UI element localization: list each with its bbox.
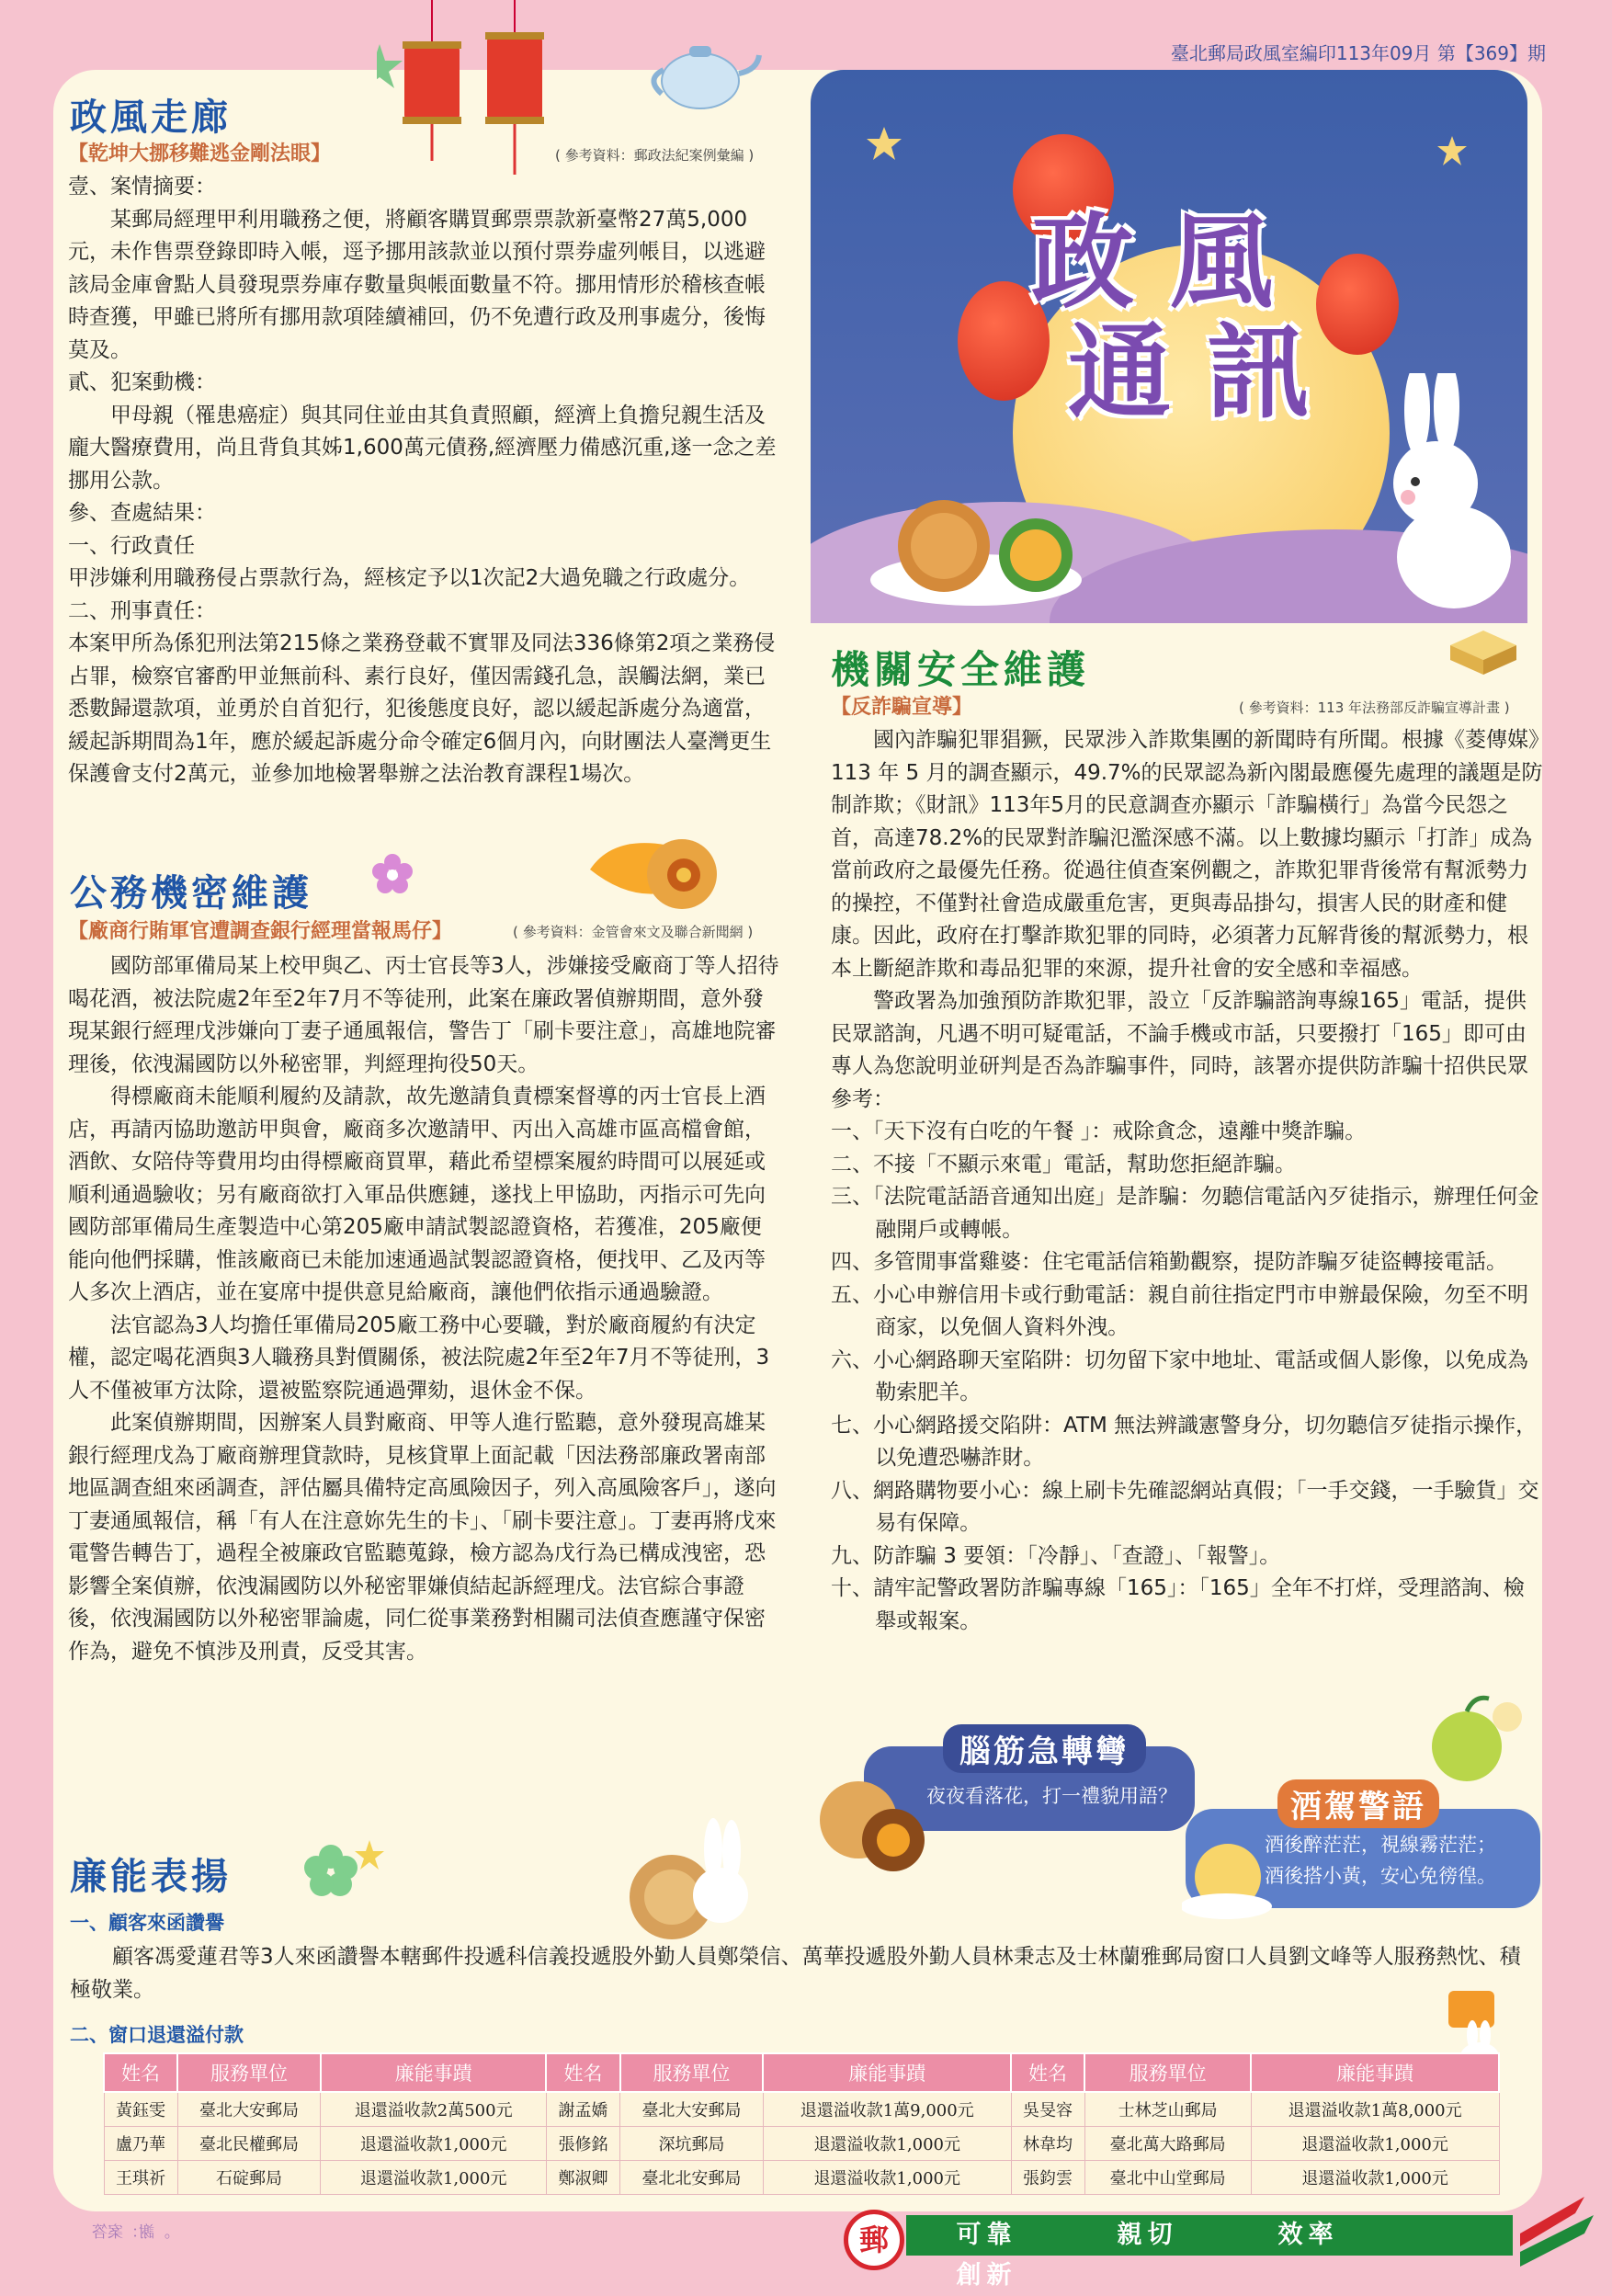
table-cell: 黃鈺雯 <box>104 2092 177 2127</box>
table-cell: 臺北大安郵局 <box>177 2092 321 2127</box>
table-cell: 退還溢收款1,000元 <box>1251 2161 1499 2195</box>
flower-icon <box>371 853 414 895</box>
quiz-title: 腦筋急轉彎 <box>943 1724 1146 1773</box>
star-icon <box>1436 134 1469 167</box>
mooncake-icon <box>812 1774 932 1875</box>
paragraph: 警政署為加強預防詐欺犯罪，設立「反詐騙諮詢專線165」電話，提供民眾諮詢，凡遇不明可疑電話，不論手機或市話，只要撥打「165」即可由專人為您說明並研判是否為詐騙事件，同時，該署亦提供防詐騙十招供民眾參考： <box>831 989 1528 1111</box>
reference-note: ( 參考資料：郵政法紀案例彙編 ) <box>555 147 755 164</box>
subsection-title: 一、顧客來函讚譽 <box>70 1912 224 1934</box>
rabbit-icon <box>621 1813 759 1950</box>
table-cell: 石碇郵局 <box>177 2161 321 2195</box>
section-title-security: 機關安全維護 <box>831 647 1091 692</box>
table-header-cell: 姓名 <box>1011 2053 1084 2092</box>
newsletter-poster <box>811 70 1527 623</box>
table-cell: 張鈞雲 <box>1011 2161 1084 2195</box>
mooncake-icon <box>581 833 728 915</box>
table-cell: 林韋均 <box>1011 2127 1084 2161</box>
table-header-cell: 廉能事蹟 <box>321 2053 547 2092</box>
star-icon <box>866 125 902 162</box>
paragraph: 國內詐騙犯罪猖獗，民眾涉入詐欺集團的新聞時有所聞。根據《菱傳媒》113 年 5 月的調查顯示，49.7%的民眾認為新內閣最應優先處理的議題是防制詐欺；《財訊》113年5月的民意調查亦顯示「詐騙橫行」為當今民怨之首，高達78.2%的民眾對詐騙氾濫深感不滿。以上數據均顯示「打詐」成為當前政府之最優先任務。從過往偵查案例觀之，詐欺犯罪背後常有幫派勢力的操控，不僅對社會造成嚴重危害，更與毒品掛勾，損害人民的財產和健康。因此，政府在打擊詐欺犯罪的同時，必須著力瓦解背後的幫派勢力，根本上斷絕詐欺和毒品犯罪的來源，提升社會的安全感和幸福感。 <box>831 728 1543 981</box>
section-title-integrity-corridor: 政風走廊 <box>70 97 232 139</box>
table-header-cell: 廉能事蹟 <box>1251 2053 1499 2092</box>
paragraph: 八、網路購物要小心：線上刷卡先確認網站真假；「一手交錢，一手驗貨」交易有保障。 <box>831 1478 1539 1535</box>
paragraph: 甲涉嫌利用職務侵占票款行為，經核定予以1次記2大過免職之行政處分。 <box>68 566 751 590</box>
paragraph: 四、多管閒事當雞婆：住宅電話信箱勤觀察，提防詐騙歹徒盜轉接電話。 <box>831 1250 1507 1274</box>
table-cell: 盧乃華 <box>104 2127 177 2161</box>
refund-table <box>103 2052 1500 2195</box>
table-header-cell: 廉能事蹟 <box>763 2053 1011 2092</box>
moon-icon <box>1182 1838 1283 1921</box>
section-subtitle: 【反詐騙宣導】 <box>831 696 973 719</box>
table-cell: 退還溢收款1,000元 <box>321 2127 547 2161</box>
table-cell: 退還溢收款1,000元 <box>763 2127 1011 2161</box>
table-cell: 退還溢收款1,000元 <box>763 2161 1011 2195</box>
table-cell: 吳旻容 <box>1011 2092 1084 2127</box>
teapot-icon <box>643 33 763 116</box>
quiz-answer: 。謝：案答 <box>92 2223 170 2242</box>
table-cell: 退還溢收款1萬9,000元 <box>763 2092 1011 2127</box>
table-header-cell: 姓名 <box>546 2053 619 2092</box>
issue-masthead: 臺北郵局政風室編印113年09月 第【369】期 <box>1170 42 1546 64</box>
section-subtitle: 【乾坤大挪移難逃金剛法眼】 <box>68 142 332 165</box>
paragraph: 十、請牢記警政署防詐騙專線「165」：「165」全年不打烊，受理諮詢、檢舉或報案。 <box>831 1576 1525 1633</box>
poster-title-bottom: 通 訊 <box>1068 313 1310 433</box>
paragraph: 貳、犯案動機： <box>68 370 216 394</box>
reference-note: ( 參考資料：113 年法務部反詐騙宣導計畫 ) <box>1239 699 1510 716</box>
praise-text: 顧客馮愛蓮君等3人來函讚譽本轄郵件投遞科信義投遞股外勤人員鄭榮信、萬華投遞股外勤人員林秉志及士林蘭雅郵局窗口人員劉文峰等人服務熱忱、積極敬業。 <box>70 1945 1521 2002</box>
paragraph: 得標廠商未能順利履約及請款，故先邀請負責標案督導的丙士官長上酒店，再請丙協助邀訪甲與會，廠商多次邀請甲、丙出入高雄市區高檔會館，酒飲、女陪侍等費用均由得標廠商買單，藉此希望標案履約時間可以展延或順利通過驗收；另有廠商欲打入軍品供應鏈，遂找上甲協助，丙指示可先向國防部軍備局生產製造中心第205廠申請試製認證資格，若獲准，205廠便能向他們採購，惟該廠商已未能加速通過試製認證資格，便找甲、乙及丙等人多次上酒店，並在宴席中提供意見給廠商，讓他們依指示通過驗證。 <box>68 1085 766 1304</box>
table-cell: 臺北北安郵局 <box>620 2161 764 2195</box>
table-header-cell: 服務單位 <box>177 2053 321 2092</box>
table-cell: 退還溢收款1萬8,000元 <box>1251 2092 1499 2127</box>
section-body <box>831 724 1544 1638</box>
section-subtitle: 【廠商行賄軍官遭調查銀行經理當報馬仔】 <box>68 920 453 943</box>
paragraph: 一、行政責任 <box>68 533 195 558</box>
paragraph: 一、「天下沒有白吃的午餐 」：戒除貪念，遠離中獎詐騙。 <box>831 1120 1367 1143</box>
lantern-icon <box>1316 254 1399 355</box>
paragraph: 九、防詐騙 3 要領：「冷靜」、「查證」、「報警」。 <box>831 1543 1281 1568</box>
reference-note: ( 參考資料：金管會來文及聯合新聞網 ) <box>513 924 754 940</box>
table-row <box>104 2127 1499 2161</box>
paragraph: 本案甲所為係犯刑法第215條之業務登載不實罪及同法336條第2項之業務侵占罪，檢察官審酌甲並無前科、素行良好，僅因需錢孔急，誤觸法網，業已悉數歸還款項，並勇於自首犯行，犯後態度良好，認以緩起訴處分為適當，緩起訴期間為1年，應於緩起訴處分命令確定6個月內，向財團法人臺灣更生保護會支付2萬元，並參加地檢署舉辦之法治教育課程1場次。 <box>68 631 776 786</box>
paragraph: 三、「法院電話語音通知出庭」是詐騙：勿聽信電話內歹徒指示，辦理任何金融開戶或轉帳。 <box>831 1185 1539 1242</box>
section-title-confidentiality: 公務機密維護 <box>70 872 312 915</box>
table-cell: 退還溢收款1,000元 <box>321 2161 547 2195</box>
stripe-decoration-icon <box>1520 2197 1612 2279</box>
flower-icon <box>303 1836 386 1903</box>
table-cell: 鄭淑卿 <box>546 2161 619 2195</box>
table-row <box>104 2161 1499 2195</box>
paragraph: 二、刑事責任： <box>68 598 216 623</box>
paragraph: 甲母親（罹患癌症）與其同住並由其負責照顧，經濟上負擔兒親生活及龐大醫療費用，尚且背負其姊1,600萬元債務,經濟壓力備感沉重,遂一念之差挪用公款。 <box>68 403 777 493</box>
table-header-cell: 姓名 <box>104 2053 177 2092</box>
paragraph: 六、小心網路聊天室陷阱：切勿留下家中地址、電話或個人影像，以免成為勒索肥羊。 <box>831 1347 1528 1404</box>
table-cell: 張修銘 <box>546 2127 619 2161</box>
paragraph: 此案偵辦期間，因辦案人員對廠商、甲等人進行監聽，意外發現高雄某銀行經理戊為丁廠商辦理貸款時，見核貸單上面記載「因法務部廉政署南部地區調查組來函調查，評估屬具備特定高風險因子，列入高風險客戶」，遂向丁妻通風報信，稱「有人在注意妳先生的卡」、「刷卡要注意」。丁妻再將戊來電警告轉告丁，過程全被廉政官監聽蒐錄，檢方認為戊行為已構成洩密，恐影響全案偵辦，依洩漏國防以外秘密罪嫌偵結起訴經理戊。法官綜合事證後，依洩漏國防以外秘密罪論處，同仁從事業務對相關司法偵查應謹守保密作為，避免不慎涉及刑責，反受其害。 <box>68 1411 777 1664</box>
paragraph: 國防部軍備局某上校甲與乙、丙士官長等3人，涉嫌接受廠商丁等人招待喝花酒，被法院處2年至2年7月不等徒刑，此案在廉政署偵辦期間，意外發現某銀行經理戊涉嫌向丁妻子通風報信，警告丁「刷卡要注意」，高雄地院審理後，依洩漏國防以外秘密罪，判經理拘役50天。 <box>68 954 779 1076</box>
paragraph: 參、查處結果： <box>68 501 216 525</box>
poster-title-top: 政 風 <box>1031 203 1273 323</box>
mooncake-icon <box>866 474 1095 612</box>
paragraph: 壹、案情摘要： <box>68 175 216 199</box>
table-row <box>104 2092 1499 2127</box>
drink-warning-title: 酒駕警語 <box>1277 1779 1439 1828</box>
table-cell: 退還溢收款2萬500元 <box>321 2092 547 2127</box>
paragraph: 五、小心申辦信用卡或行動電話：親自前往指定門市申辦最保險，勿至不明商家，以免個人資料外洩。 <box>831 1282 1528 1339</box>
drink-warning-text: 酒後醉茫茫，視線霧茫茫； 酒後搭小黃，安心免徬徨。 <box>1265 1834 1496 1887</box>
table-cell: 臺北萬大路郵局 <box>1084 2127 1251 2161</box>
paragraph: 二、不接「不顯示來電」電話，幫助您拒絕詐騙。 <box>831 1152 1296 1176</box>
paragraph: 某郵局經理甲利用職務之便，將顧客購買郵票票款新臺幣27萬5,000元，未作售票登錄即時入帳，逕予挪用該款並以預付票券虛列帳目，以逃避該局金庫會點人員發現票券庫存數量與帳面數量不符。挪用情形於稽核查帳時查獲，甲雖已將所有挪用款項陸續補回，仍不免遭行政及刑事處分，後悔莫及。 <box>68 207 766 362</box>
pomelo-icon <box>1423 1689 1524 1790</box>
mooncake-icon <box>1445 625 1522 680</box>
table-cell: 王琪祈 <box>104 2161 177 2195</box>
subsection-title: 二、窗口退還溢付款 <box>70 2024 244 2046</box>
table-cell: 退還溢收款1,000元 <box>1251 2127 1499 2161</box>
rabbit-icon <box>1380 373 1518 612</box>
paragraph: 七、小心網路援交陷阱：ATM 無法辨識憲警身分，切勿聽信歹徒指示操作，以免遭恐嚇詐財。 <box>831 1413 1538 1470</box>
section-body <box>68 950 781 1668</box>
table-cell: 謝孟嬌 <box>546 2092 619 2127</box>
quiz-question: 夜夜看落花，打一禮貌用語？ <box>926 1785 1177 1807</box>
table-cell: 臺北民權郵局 <box>177 2127 321 2161</box>
slogan-bar: 可靠 親切 效率創新 <box>906 2215 1513 2256</box>
table-cell: 臺北大安郵局 <box>620 2092 764 2127</box>
table-header-cell: 服務單位 <box>1084 2053 1251 2092</box>
table-cell: 士林芝山郵局 <box>1084 2092 1251 2127</box>
table-cell: 臺北中山堂郵局 <box>1084 2161 1251 2195</box>
section-title-honor: 廉能表揚 <box>70 1856 232 1898</box>
post-logo-icon: 郵 <box>844 2210 904 2270</box>
section-body <box>68 171 781 791</box>
paragraph: 法官認為3人均擔任軍備局205廠工務中心要職，對於廠商履約有決定權，認定喝花酒與3人職務具對價關係，被法院處2年至2年7月不等徒刑，3人不僅被軍方汰除，還被監察院通過彈劾，退休金不保。 <box>68 1313 770 1403</box>
table-header-cell: 服務單位 <box>620 2053 764 2092</box>
table-cell: 深坑郵局 <box>620 2127 764 2161</box>
